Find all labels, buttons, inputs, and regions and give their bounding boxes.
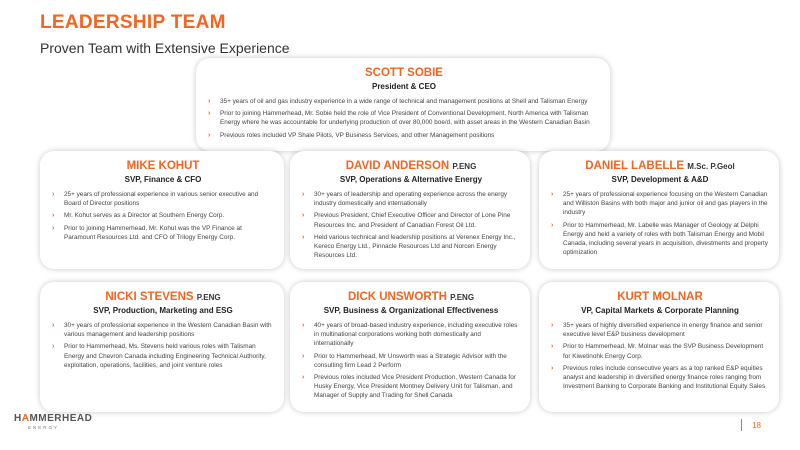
leader-role: SVP, Finance & CFO	[124, 175, 202, 184]
experience-bullet: › 25+ years of professional experience in various senior executive and Board of Director positions	[52, 191, 259, 208]
experience-bullet: › Prior to Hammerhead, Mr Unsworth was a Strategic Advisor with the consulting firm Lead 2 Perform	[302, 352, 507, 369]
leader-role: SVP, Production, Marketing and ESG	[93, 306, 233, 315]
chevron-right-icon: ›	[551, 343, 554, 351]
page-title: LEADERSHIP TEAM	[40, 12, 226, 33]
experience-bullet: › Prior to Hammerhead, Mr. Molnar was the SVP Business Development for Kiwetinohk Energy Corp.	[551, 343, 764, 360]
experience-bullet: › 40+ years of broad-based industry experience, including executive roles in multinational corporations working both domestically and internationally	[302, 322, 518, 348]
chevron-right-icon: ›	[302, 212, 305, 220]
experience-bullet: › Prior to Hammerhead, Mr. Labelle was Manager of Geology at Delphi Energy and held a variety of roles with both Talisman Energy and Mobil Canada, including several years in acquisition, divestments and property optimization	[551, 221, 768, 257]
experience-bullet: › Mr. Kohut serves as a Director at Southern Energy Corp.	[52, 212, 225, 220]
leader-credentials: M.Sc. P.Geol	[687, 162, 735, 171]
chevron-right-icon: ›	[52, 212, 55, 220]
leader-role: SVP, Operations & Alternative Energy	[339, 175, 483, 184]
experience-bullet: › 30+ years of leadership and operating experience across the energy industry domestically and internationally	[302, 191, 508, 208]
leader-card-ceo	[196, 58, 610, 151]
experience-list	[551, 321, 769, 391]
experience-bullet: › 25+ years of professional experience focusing on the Western Canadian and Williston Basins with both major and junior oil and gas players in the industry	[551, 191, 768, 217]
chevron-right-icon: ›	[302, 374, 305, 382]
chevron-right-icon: ›	[302, 322, 305, 329]
experience-bullet: › 35+ years of oil and gas industry experience in a wide range of technical and management positions at Shell and Talisman Energy	[208, 98, 588, 105]
page-number: 18	[752, 421, 761, 430]
chevron-right-icon: ›	[52, 191, 55, 198]
page-number-divider	[741, 419, 742, 431]
experience-list	[208, 97, 600, 140]
leader-card-capital-markets	[539, 282, 779, 412]
chevron-right-icon: ›	[551, 221, 554, 229]
chevron-right-icon: ›	[208, 131, 211, 139]
leader-role: SVP, Development & A&D	[611, 175, 709, 184]
experience-bullet: › 30+ years of professional experience in the Western Canadian Basin with various management and leadership positions	[52, 322, 272, 339]
experience-bullet: › Previous President, Chief Executive Officer and Director of Lone Pine Resources Inc. and President of Canadian Forest Oil Ltd.	[302, 212, 511, 229]
experience-bullet: › Prior to Hammerhead, Ms. Stevens held various roles with Talisman Energy and Chevron Canada including Engineering Technical Authority, exploitation, operations, facilities, and joint venture roles	[52, 343, 266, 369]
leader-card-development	[539, 151, 779, 269]
chevron-right-icon: ›	[52, 343, 55, 351]
chevron-right-icon: ›	[302, 191, 305, 198]
page-subtitle: Proven Team with Extensive Experience	[40, 40, 290, 56]
leader-name: KURT MOLNAR	[617, 291, 703, 303]
experience-bullet: › Held various technical and leadership positions at Verenex Energy Inc., Kereco Energy Ltd., Pinnacle Resources Ltd and Norcen Energy Resources Ltd.	[302, 233, 516, 260]
experience-list	[302, 321, 520, 401]
experience-bullet: › Prior to joining Hammerhead, Mr. Sobie held the role of Vice President of Conventional Development, North America with Talisman Energy where he was accountable for underlying production of over 80,000 boe/d, with asset areas in the Western Canadian Basin	[208, 110, 590, 127]
experience-list	[52, 321, 274, 370]
leader-card-production	[40, 282, 284, 412]
experience-bullet: › Prior to joining Hammerhead, Mr. Kohut was the VP Finance at Paramount Resources Ltd. and CFO of Trilogy Energy Corp.	[52, 224, 242, 241]
experience-list	[52, 190, 274, 242]
chevron-right-icon: ›	[551, 322, 554, 329]
experience-list	[551, 190, 769, 257]
leader-card-cfo	[40, 151, 284, 269]
chevron-right-icon: ›	[208, 110, 211, 118]
leader-credentials: P.ENG	[450, 293, 475, 302]
chevron-right-icon: ›	[551, 364, 554, 372]
experience-bullet: › Previous roles include consecutive years as a top ranked E&P equities analyst and leadership in diversified energy finance roles ranging from Investment Banking to Corporate Banking and Institutional Equity Sales	[551, 364, 766, 391]
leader-name: DAVID ANDERSON P.ENG	[345, 160, 477, 172]
experience-bullet: › Previous roles included Vice President Production, Western Canada for Husky Energy, Vice President Montney Delivery Unit for Talisman, and Manager of Supply and Trading for Shell Canada	[302, 374, 516, 400]
chevron-right-icon: ›	[302, 352, 305, 360]
leader-role: SVP, Business & Organizational Effectiveness	[323, 306, 499, 315]
leader-card-operations	[290, 151, 530, 269]
chevron-right-icon: ›	[302, 233, 305, 241]
leader-credentials: P.ENG	[196, 293, 221, 302]
leader-name: SCOTT SOBIE	[365, 67, 443, 79]
leader-name: NICKI STEVENS P.ENG	[105, 291, 221, 303]
leader-name: DANIEL LABELLE M.Sc. P.Geol	[585, 160, 735, 172]
leader-card-business	[290, 282, 530, 412]
leader-role: VP, Capital Markets & Corporate Planning	[581, 306, 739, 315]
chevron-right-icon: ›	[52, 322, 55, 329]
experience-bullet: › Previous roles included VP Shale Pilots, VP Business Services, and other Management positions	[208, 131, 495, 139]
hammerhead-logo: HAMMERHEAD ENERGY	[14, 413, 93, 430]
chevron-right-icon: ›	[208, 98, 211, 105]
chevron-right-icon: ›	[52, 224, 55, 232]
leader-name: DICK UNSWORTH P.ENG	[347, 291, 475, 303]
experience-list	[302, 190, 520, 260]
leader-credentials: P.ENG	[452, 162, 477, 171]
experience-bullet: › 35+ years of highly diversified experience in energy finance and senior executive level E&P business development	[551, 322, 763, 339]
leader-role: President & CEO	[371, 82, 436, 91]
chevron-right-icon: ›	[551, 191, 554, 198]
leader-name: MIKE KOHUT	[126, 160, 200, 172]
